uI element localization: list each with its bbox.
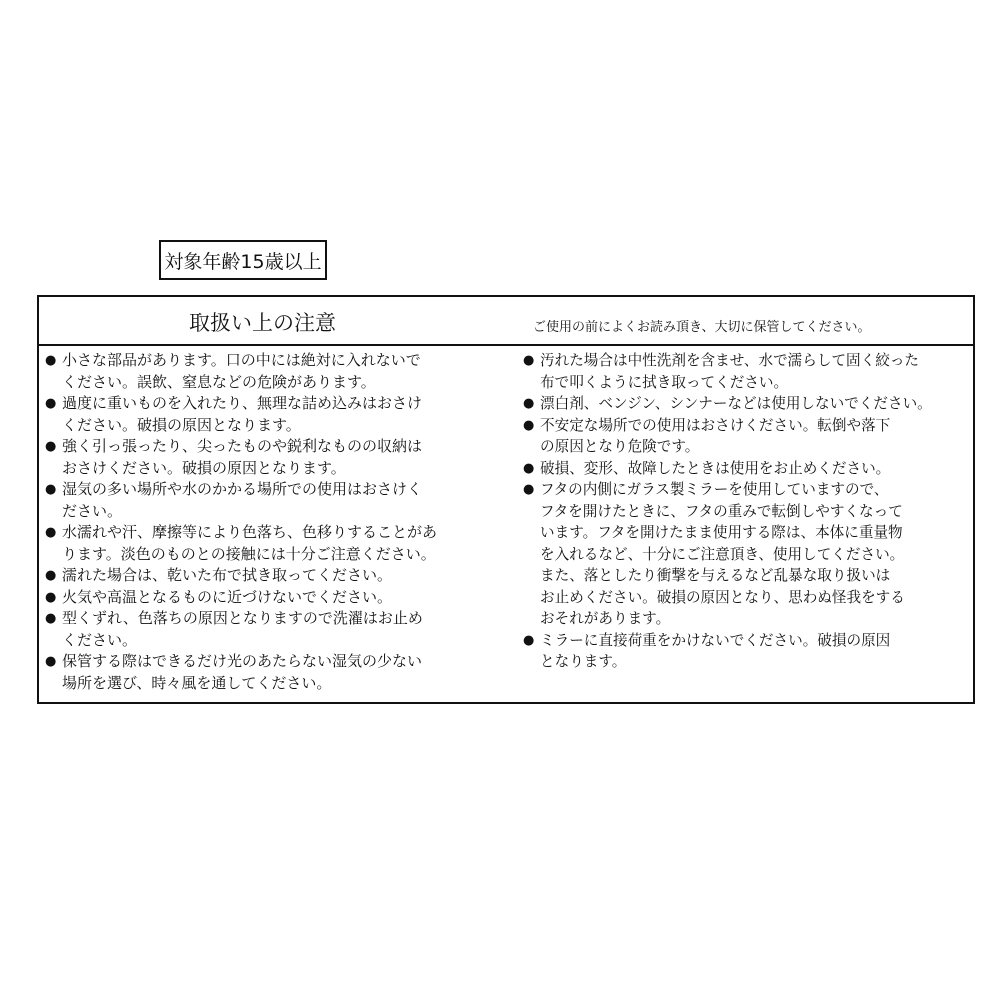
item-text: 濡れた場合は、乾いた布で拭き取ってください。 (62, 566, 393, 584)
list-item (523, 479, 969, 630)
list-item (523, 393, 969, 415)
list-item (45, 651, 507, 694)
list-item (45, 608, 507, 651)
item-text: 保管する際はできるだけ光のあたらない湿気の少ない 場所を選び、時々風を通してください。 (62, 652, 423, 692)
list-item (523, 350, 969, 393)
bullet-icon: ● (45, 611, 57, 626)
item-text: 火気や高温となるものに近づけないでください。 (62, 587, 393, 606)
bullet-icon: ● (45, 589, 57, 605)
left-column (45, 350, 507, 694)
bullet-icon: ● (523, 353, 535, 368)
list-item (45, 565, 507, 587)
age-label-text: 対象年齢15歳以上 (164, 250, 322, 273)
bullet-icon: ● (523, 417, 535, 433)
item-text: 型くずれ、色落ちの原因となりますので洗濯はお止め ください。 (62, 609, 423, 649)
bullet-icon: ● (523, 482, 535, 497)
bullet-icon: ● (45, 396, 57, 411)
panel-title: 取扱い上の注意 (189, 311, 336, 335)
bullet-icon: ● (45, 353, 57, 368)
item-text: 小さな部品があります。口の中には絶対に入れないで ください。誤飲、窒息などの危険があります。 (62, 351, 421, 391)
list-item (45, 479, 507, 522)
list-item (45, 522, 507, 565)
list-item (45, 393, 507, 436)
age-label (159, 240, 327, 280)
list-item (523, 415, 969, 458)
bullet-icon: ● (523, 396, 535, 411)
bullet-icon: ● (523, 632, 535, 648)
bullet-icon: ● (523, 460, 535, 476)
item-text: 水濡れや汗、摩擦等により色落ち、色移りすることがあ ります。淡色のものとの接触には十分ご注意ください。 (62, 523, 438, 563)
list-item (523, 458, 969, 480)
item-text: 破損、変形、故障したときは使用をお止めください。 (540, 459, 891, 477)
bullet-icon: ● (45, 525, 57, 540)
item-text: 不安定な場所での使用はおさけください。転倒や落下 の原因となり危険です。 (540, 416, 891, 455)
item-text: フタの内側にガラス製ミラーを使用していますので、 フタを開けたときに、フタの重みで転倒しやすくなって います。フタを開けたまま使用する際は、本体に重量物 を入れるなど、十分にご注意頂き、使用してください。 また、落としたり衝撃を与えるなど乱暴な取り扱いは お止めください。破損の原因となり、思わぬ怪我をする おそれがあります。 (540, 481, 905, 627)
list-item (523, 630, 969, 673)
caution-panel (37, 295, 975, 704)
right-column (523, 350, 969, 673)
panel-header (39, 297, 973, 346)
bullet-icon: ● (45, 568, 57, 583)
list-item (45, 436, 507, 479)
bullet-icon: ● (45, 654, 57, 669)
item-text: 湿気の多い場所や水のかかる場所での使用はおさけく ださい。 (62, 480, 423, 520)
bullet-icon: ● (45, 482, 57, 497)
list-item (45, 587, 507, 609)
item-text: 漂白剤、ベンジン、シンナーなどは使用しないでください。 (540, 395, 932, 412)
item-text: ミラーに直接荷重をかけないでください。破損の原因 となります。 (540, 631, 891, 670)
panel-subtitle: ご使用の前によくお読み頂き、大切に保管してください。 (533, 320, 871, 335)
bullet-icon: ● (45, 439, 57, 454)
item-text: 過度に重いものを入れたり、無理な詰め込みはおさけ ください。破損の原因となります。 (62, 394, 423, 434)
item-text: 強く引っ張ったり、尖ったものや鋭利なものの収納は おさけください。破損の原因となります。 (62, 437, 423, 477)
item-text: 汚れた場合は中性洗剤を含ませ、水で濡らして固く絞った 布で叩くように拭き取ってください。 (540, 352, 920, 391)
list-item (45, 350, 507, 393)
